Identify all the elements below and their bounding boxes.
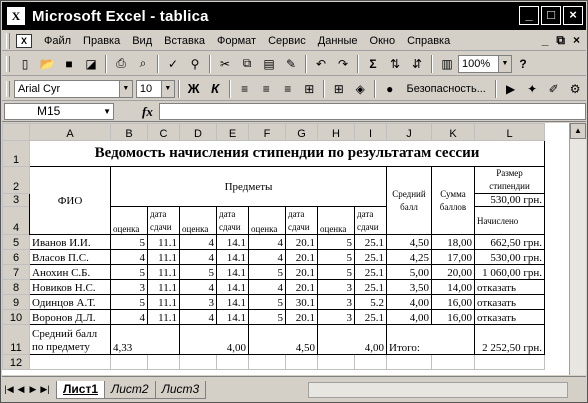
doc-close-button[interactable]: × xyxy=(572,33,580,47)
bold-button[interactable]: Ж xyxy=(187,81,200,96)
fill-color-icon[interactable]: ◈ xyxy=(355,81,365,96)
close-button[interactable]: × xyxy=(563,6,583,25)
avg-score-header[interactable]: Средний балл xyxy=(387,167,432,235)
avg-cell[interactable]: 4,25 xyxy=(387,250,432,265)
date-cell[interactable]: 11.1 xyxy=(148,250,180,265)
security-options-icon[interactable]: ● xyxy=(386,81,394,96)
date-cell[interactable]: 14.1 xyxy=(217,295,249,310)
column-header[interactable]: B xyxy=(111,124,148,141)
doc-restore-button[interactable]: ⧉ xyxy=(556,33,565,47)
research-icon[interactable]: ⚲ xyxy=(190,56,200,71)
pay-cell[interactable]: 662,50 грн. xyxy=(475,235,545,250)
formula-input[interactable] xyxy=(159,103,586,120)
grade-cell[interactable]: 4 xyxy=(180,310,217,325)
date-cell[interactable]: 11.1 xyxy=(148,280,180,295)
menu-format[interactable]: Формат xyxy=(217,34,257,47)
avg-cell[interactable]: 4,50 xyxy=(387,235,432,250)
date-cell[interactable]: 14.1 xyxy=(217,280,249,295)
copy-icon[interactable]: ⧉ xyxy=(242,56,252,70)
permission-icon[interactable]: ◪ xyxy=(85,56,97,71)
total-value[interactable]: 2 252,50 грн. xyxy=(475,325,545,355)
grade-cell[interactable]: 5 xyxy=(180,265,217,280)
toolbar-grip[interactable] xyxy=(6,81,10,97)
grade-cell[interactable]: 3 xyxy=(318,310,355,325)
row-header[interactable]: 12 xyxy=(3,355,30,370)
date-cell[interactable]: 20.1 xyxy=(286,310,318,325)
grade-cell[interactable]: 3 xyxy=(111,280,148,295)
font-select[interactable] xyxy=(14,80,133,98)
minimize-button[interactable]: _ xyxy=(519,6,539,25)
row-header[interactable]: 6 xyxy=(3,250,30,265)
accrued-header[interactable]: Начислено xyxy=(475,207,545,235)
doc-minimize-button[interactable]: _ xyxy=(541,33,549,47)
student-name[interactable]: Новиков Н.С. xyxy=(30,280,111,295)
date-cell[interactable]: 20.1 xyxy=(286,280,318,295)
grade-col-header[interactable]: оценка xyxy=(318,207,355,235)
date-col-header[interactable]: дата сдачи xyxy=(217,207,249,235)
grade-cell[interactable]: 5 xyxy=(318,250,355,265)
row-header[interactable]: 7 xyxy=(3,265,30,280)
align-right-icon[interactable]: ≡ xyxy=(284,81,292,96)
grade-cell[interactable]: 4 xyxy=(249,235,286,250)
sum-cell[interactable]: 18,00 xyxy=(432,235,475,250)
tab-sheet3[interactable]: Лист3 xyxy=(155,381,207,399)
next-sheet-icon[interactable]: ▶ xyxy=(29,384,37,394)
horizontal-scrollbar[interactable] xyxy=(308,382,568,398)
avg-cell[interactable]: 3,50 xyxy=(387,280,432,295)
grade-cell[interactable]: 5 xyxy=(111,235,148,250)
format-painter-icon[interactable]: ✎ xyxy=(285,56,297,71)
grade-col-header[interactable]: оценка xyxy=(111,207,148,235)
total-label[interactable]: Итого: xyxy=(387,325,475,355)
sum-cell[interactable]: 16,00 xyxy=(432,310,475,325)
date-cell[interactable]: 25.1 xyxy=(355,235,387,250)
sort-descending-icon[interactable]: ⇵ xyxy=(411,56,423,71)
subject-avg-cell[interactable]: 4,33 xyxy=(111,325,180,355)
print-icon[interactable]: ⎙ xyxy=(116,56,126,70)
grade-cell[interactable]: 5 xyxy=(249,265,286,280)
standard-toolbar xyxy=(2,52,586,76)
italic-button[interactable]: К xyxy=(211,81,220,96)
grade-cell[interactable]: 5 xyxy=(249,295,286,310)
menu-help[interactable]: Справка xyxy=(407,34,451,47)
row-header[interactable]: 3 xyxy=(3,194,30,207)
scroll-up-icon[interactable]: ▲ xyxy=(570,123,586,139)
grade-cell[interactable]: 4 xyxy=(180,250,217,265)
grade-cell[interactable]: 4 xyxy=(249,250,286,265)
chevron-down-icon: ▼ xyxy=(161,81,174,97)
vertical-scrollbar[interactable] xyxy=(569,123,586,375)
avg-cell[interactable]: 5,00 xyxy=(387,265,432,280)
column-header[interactable]: E xyxy=(217,124,249,141)
column-header[interactable]: H xyxy=(318,124,355,141)
row-header[interactable]: 4 xyxy=(3,207,30,235)
chevron-down-icon: ▼ xyxy=(103,107,111,116)
column-header[interactable]: K xyxy=(432,124,475,141)
row-header[interactable]: 5 xyxy=(3,235,30,250)
sum-cell[interactable]: 20,00 xyxy=(432,265,475,280)
script-editor-icon[interactable]: ⚙ xyxy=(569,81,581,96)
paste-icon[interactable]: ▤ xyxy=(263,56,275,71)
grade-cell[interactable]: 3 xyxy=(180,295,217,310)
date-cell[interactable]: 11.1 xyxy=(148,235,180,250)
sum-cell[interactable]: 14,00 xyxy=(432,280,475,295)
row-header[interactable]: 9 xyxy=(3,295,30,310)
chart-wizard-icon[interactable]: ▥ xyxy=(441,56,453,71)
last-sheet-icon[interactable]: ▶| xyxy=(40,384,50,394)
prev-sheet-icon[interactable]: ◀ xyxy=(17,384,25,394)
date-cell[interactable]: 11.1 xyxy=(148,265,180,280)
design-mode-icon[interactable]: ✐ xyxy=(548,81,559,96)
save-icon[interactable]: ■ xyxy=(65,56,73,71)
merge-center-icon[interactable]: ⊞ xyxy=(304,81,315,96)
toolbar-grip[interactable] xyxy=(6,56,10,72)
grade-cell[interactable]: 3 xyxy=(318,295,355,310)
redo-icon[interactable]: ↷ xyxy=(337,56,349,71)
window-title: Microsoft Excel - tablica xyxy=(32,7,209,25)
tab-sheet1[interactable]: Лист1 xyxy=(56,381,105,399)
date-cell[interactable]: 20.1 xyxy=(286,235,318,250)
align-center-icon[interactable]: ≡ xyxy=(262,81,270,96)
student-name[interactable]: Анохин С.Б. xyxy=(30,265,111,280)
date-cell[interactable]: 14.1 xyxy=(217,265,249,280)
date-col-header[interactable]: дата сдачи xyxy=(148,207,180,235)
sum-cell[interactable]: 16,00 xyxy=(432,295,475,310)
row-header[interactable]: 8 xyxy=(3,280,30,295)
avg-cell[interactable]: 4,00 xyxy=(387,295,432,310)
menu-insert[interactable]: Вставка xyxy=(164,34,206,47)
cell-reference: M15 xyxy=(37,104,61,118)
workbook-icon[interactable]: X xyxy=(16,34,32,48)
date-col-header[interactable]: дата сдачи xyxy=(286,207,318,235)
title-bar xyxy=(2,2,586,30)
pay-cell[interactable]: 530,00 грн. xyxy=(475,250,545,265)
grade-cell[interactable]: 4 xyxy=(111,310,148,325)
align-left-icon[interactable]: ≡ xyxy=(241,81,249,96)
open-folder-icon[interactable]: 📂 xyxy=(39,56,55,71)
tab-sheet2[interactable]: Лист2 xyxy=(104,381,156,399)
column-header[interactable]: I xyxy=(355,124,387,141)
date-cell[interactable]: 30.1 xyxy=(286,295,318,310)
student-name[interactable]: Иванов И.И. xyxy=(30,235,111,250)
subject-avg-cell[interactable]: 4,50 xyxy=(249,325,318,355)
security-button[interactable]: Безопасность... xyxy=(406,82,486,95)
grade-cell[interactable]: 4 xyxy=(180,280,217,295)
worksheet-grid[interactable] xyxy=(2,123,569,375)
subject-avg-cell[interactable]: 4,00 xyxy=(318,325,387,355)
date-cell[interactable]: 14.1 xyxy=(217,310,249,325)
date-cell[interactable]: 25.1 xyxy=(355,265,387,280)
menu-tools[interactable]: Сервис xyxy=(268,34,306,47)
subjects-header[interactable]: Предметы xyxy=(111,167,387,207)
chevron-down-icon: ▼ xyxy=(119,81,132,97)
tools-icon[interactable]: ✦ xyxy=(527,81,538,96)
date-cell[interactable]: 20.1 xyxy=(286,250,318,265)
grade-cell[interactable]: 4 xyxy=(249,280,286,295)
row-header[interactable]: 10 xyxy=(3,310,30,325)
sum-scores-header[interactable]: Сумма баллов xyxy=(432,167,475,235)
row-header[interactable]: 1 xyxy=(3,141,30,167)
avg-row-label[interactable]: Средний балл по предмету xyxy=(30,325,111,355)
date-cell[interactable]: 5.2 xyxy=(355,295,387,310)
grade-cell[interactable]: 4 xyxy=(111,250,148,265)
spelling-icon[interactable]: ✓ xyxy=(167,56,179,71)
pay-cell[interactable]: отказать xyxy=(475,295,545,310)
grade-cell[interactable]: 5 xyxy=(111,265,148,280)
formatting-toolbar xyxy=(2,77,586,101)
toolbar-grip[interactable] xyxy=(6,33,10,49)
fx-icon[interactable]: fx xyxy=(142,103,153,119)
grade-col-header[interactable]: оценка xyxy=(249,207,286,235)
column-header[interactable]: F xyxy=(249,124,286,141)
first-sheet-icon[interactable]: |◀ xyxy=(4,384,14,394)
grade-cell[interactable]: 5 xyxy=(318,265,355,280)
date-cell[interactable]: 14.1 xyxy=(217,235,249,250)
print-preview-icon[interactable]: ⌕ xyxy=(139,56,147,70)
font-value: Arial Cyr xyxy=(17,82,61,95)
column-header[interactable]: C xyxy=(148,124,180,141)
undo-icon[interactable]: ↶ xyxy=(315,56,327,71)
borders-icon[interactable]: ⊞ xyxy=(333,81,344,96)
column-header[interactable]: G xyxy=(286,124,318,141)
spreadsheet-table xyxy=(2,123,545,370)
student-name[interactable]: Воронов Д.Л. xyxy=(30,310,111,325)
column-header[interactable]: L xyxy=(475,124,545,141)
date-cell[interactable]: 11.1 xyxy=(148,310,180,325)
menu-window[interactable]: Окно xyxy=(369,34,396,47)
name-box[interactable] xyxy=(4,103,114,120)
grade-col-header[interactable]: оценка xyxy=(180,207,217,235)
menu-view[interactable]: Вид xyxy=(132,34,153,47)
pay-cell[interactable]: отказать xyxy=(475,310,545,325)
excel-icon: X xyxy=(7,7,25,25)
pay-cell[interactable]: 1 060,00 грн. xyxy=(475,265,545,280)
zoom-value: 100% xyxy=(462,57,491,70)
menu-bar xyxy=(2,31,586,51)
chevron-down-icon: ▼ xyxy=(498,56,511,72)
date-cell[interactable]: 20.1 xyxy=(286,265,318,280)
stipend-value-cell[interactable]: 530,00 грн. xyxy=(475,194,545,207)
macro-run-icon[interactable]: ▶ xyxy=(506,81,516,96)
select-all-corner[interactable] xyxy=(3,124,30,141)
sort-ascending-icon[interactable]: ⇅ xyxy=(389,56,401,71)
grade-cell[interactable]: 4 xyxy=(180,235,217,250)
column-header[interactable]: J xyxy=(387,124,432,141)
student-name[interactable]: Одинцов А.Т. xyxy=(30,295,111,310)
row-header[interactable]: 11 xyxy=(3,325,30,355)
autosum-icon[interactable]: Σ xyxy=(369,56,377,71)
stipend-size-header[interactable]: Размер стипендии xyxy=(475,167,545,194)
sum-cell[interactable]: 17,00 xyxy=(432,250,475,265)
font-size-value: 10 xyxy=(139,82,153,95)
menu-data[interactable]: Данные xyxy=(317,34,358,47)
column-header[interactable]: D xyxy=(180,124,217,141)
grade-cell[interactable]: 5 xyxy=(318,235,355,250)
cut-icon[interactable]: ✂ xyxy=(219,56,231,71)
column-header[interactable]: A xyxy=(30,124,111,141)
maximize-button[interactable]: □ xyxy=(541,6,561,25)
grade-cell[interactable]: 3 xyxy=(318,280,355,295)
help-icon[interactable]: ? xyxy=(519,56,527,71)
date-cell[interactable]: 25.1 xyxy=(355,280,387,295)
subject-avg-cell[interactable]: 4,00 xyxy=(180,325,249,355)
sheet-heading[interactable]: Ведомость начисления стипендии по результатам сессии xyxy=(30,141,545,167)
date-cell[interactable]: 14.1 xyxy=(217,250,249,265)
formula-bar xyxy=(2,102,586,122)
avg-cell[interactable]: 4,00 xyxy=(387,310,432,325)
fio-header[interactable]: ФИО xyxy=(30,167,111,235)
date-cell[interactable]: 11.1 xyxy=(148,295,180,310)
menu-edit[interactable]: Правка xyxy=(83,34,121,47)
sheet-tab-bar xyxy=(2,376,586,402)
row-header[interactable]: 2 xyxy=(3,167,30,194)
font-size-select[interactable] xyxy=(136,80,175,98)
grade-cell[interactable]: 5 xyxy=(111,295,148,310)
grade-cell[interactable]: 5 xyxy=(249,310,286,325)
student-name[interactable]: Власов П.С. xyxy=(30,250,111,265)
date-cell[interactable]: 25.1 xyxy=(355,310,387,325)
date-col-header[interactable]: дата сдачи xyxy=(355,207,387,235)
zoom-select[interactable] xyxy=(458,55,512,73)
pay-cell[interactable]: отказать xyxy=(475,280,545,295)
date-cell[interactable]: 25.1 xyxy=(355,250,387,265)
menu-file[interactable]: Файл xyxy=(44,34,72,47)
new-document-icon[interactable]: ▯ xyxy=(21,56,29,71)
